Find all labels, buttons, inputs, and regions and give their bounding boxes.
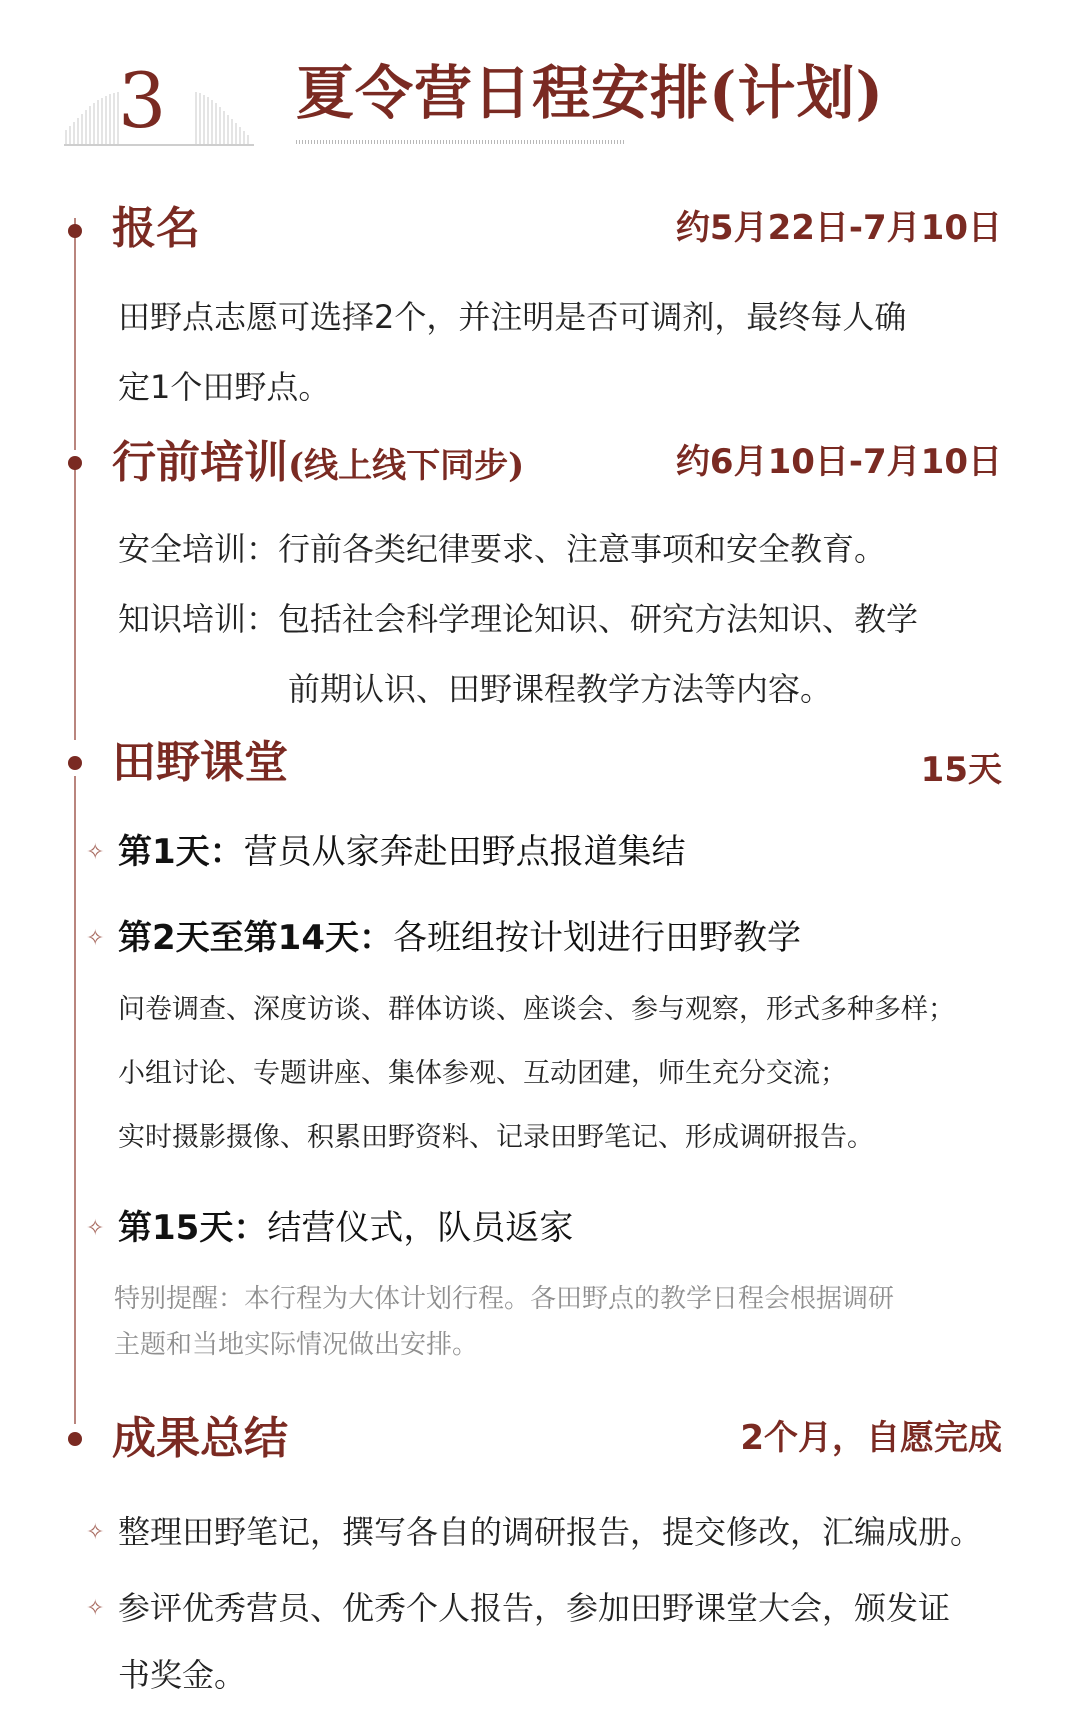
section-date-field: 15天 <box>920 750 1002 790</box>
day-15 <box>118 1204 573 1252</box>
safety-training <box>118 514 886 584</box>
sparkle-icon: ✧ <box>86 1216 105 1241</box>
field-detail-1: 问卷调查、深度访谈、群体访谈、座谈会、参与观察，形式多种多样； <box>118 994 955 1025</box>
knowledge-training-text-1: 包括社会科学理论知识、研究方法知识、教学 <box>278 600 919 638</box>
knowledge-training <box>118 584 918 654</box>
section-title-training <box>112 436 524 493</box>
field-detail-3: 实时摄影摄像、积累田野资料、记录田野笔记、形成调研报告。 <box>118 1122 874 1153</box>
day-2-14 <box>118 914 801 962</box>
section-title-training-main: 行前培训 <box>112 437 288 488</box>
knowledge-training-text-2: 前期认识、田野课程教学方法等内容。 <box>288 670 833 708</box>
sparkle-icon: ✧ <box>86 926 105 951</box>
special-note-line-2: 主题和当地实际情况做出安排。 <box>114 1330 479 1360</box>
field-detail-2: 小组讨论、专题讲座、集体参观、互动团建，师生充分交流； <box>118 1058 847 1089</box>
day-1-label: 第1天： <box>118 832 244 872</box>
section-title-training-sub: (线上线下同步) <box>288 446 525 486</box>
section-number: 3 <box>118 56 167 145</box>
timeline-line <box>74 776 76 1424</box>
section-title-result: 成果总结 <box>112 1413 288 1464</box>
signup-line-1: 田野点志愿可选择2个，并注明是否可调剂，最终每人确 <box>118 298 907 336</box>
result-item-2-line-1: 参评优秀营员、优秀个人报告，参加田野课堂大会，颁发证 <box>118 1589 951 1627</box>
sparkle-icon: ✧ <box>86 840 105 865</box>
section-date-result: 2个月，自愿完成 <box>740 1418 1002 1458</box>
day-2-14-text: 各班组按计划进行田野教学 <box>392 918 801 958</box>
day-1 <box>118 828 686 876</box>
safety-training-text: 行前各类纪律要求、注意事项和安全教育。 <box>278 530 887 568</box>
day-1-text: 营员从家奔赴田野点报道集结 <box>243 832 686 872</box>
section-title-signup: 报名 <box>112 203 200 254</box>
timeline-dot <box>68 224 82 238</box>
timeline-dot <box>68 756 82 770</box>
title-underline <box>296 139 626 145</box>
timeline-dot <box>68 1432 82 1446</box>
sparkle-icon: ✧ <box>86 1520 105 1545</box>
section-title-field: 田野课堂 <box>112 737 288 788</box>
timeline-line <box>74 462 76 740</box>
signup-line-2: 定1个田野点。 <box>118 368 331 406</box>
result-item-2-line-2: 书奖金。 <box>118 1656 247 1694</box>
special-note-line-1: 特别提醒：本行程为大体计划行程。各田野点的教学日程会根据调研 <box>114 1284 895 1314</box>
section-date-signup: 约5月22日-7月10日 <box>675 208 1002 248</box>
section-date-training: 约6月10日-7月10日 <box>675 442 1002 482</box>
safety-training-label: 安全培训： <box>118 530 279 568</box>
sparkle-icon: ✧ <box>86 1596 105 1621</box>
timeline-dot <box>68 456 82 470</box>
result-item-1: 整理田野笔记，撰写各自的调研报告，提交修改，汇编成册。 <box>118 1513 983 1551</box>
knowledge-training-label: 知识培训： <box>118 600 279 638</box>
day-15-text: 结营仪式，队员返家 <box>267 1208 574 1248</box>
day-2-14-label: 第2天至第14天： <box>118 918 393 958</box>
timeline-line <box>74 218 76 450</box>
day-15-label: 第15天： <box>118 1208 268 1248</box>
page-title: 夏令营日程安排(计划) <box>296 59 884 127</box>
